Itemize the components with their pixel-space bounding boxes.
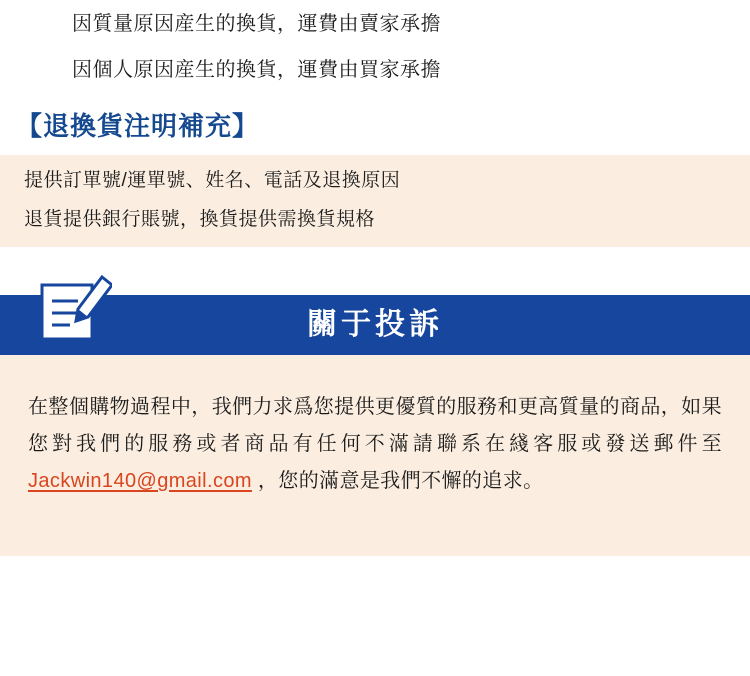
return-note-line: 提供訂單號/運單號、姓名、電話及退換原因 bbox=[24, 170, 401, 191]
top-note-line: 因質量原因産生的換貨，運費由賣家承擔 bbox=[72, 13, 441, 35]
top-notes bbox=[0, 0, 750, 80]
banner-title: 關于投訴 bbox=[307, 308, 443, 341]
complaint-text-before: 在整個購物過程中，我們力求爲您提供更優質的服務和更高質量的商品，如果您對我們的服務或者商品有任何不滿請聯系在綫客服或發送郵件至 bbox=[28, 396, 722, 455]
pencil-note-icon bbox=[38, 269, 112, 343]
return-note-line: 退貨提供銀行賬號，換貨提供需換貨規格 bbox=[24, 209, 376, 230]
support-email[interactable]: Jackwin140@gmail.com bbox=[28, 470, 252, 492]
complaint-banner bbox=[0, 295, 750, 355]
complaint-text-box bbox=[0, 355, 750, 556]
return-section-heading: 【退換貨注明補充】 bbox=[16, 111, 260, 141]
return-note-box bbox=[0, 155, 750, 247]
top-note-line: 因個人原因産生的換貨，運費由買家承擔 bbox=[72, 59, 441, 81]
complaint-text-after: ，您的滿意是我們不懈的追求。 bbox=[251, 470, 544, 492]
